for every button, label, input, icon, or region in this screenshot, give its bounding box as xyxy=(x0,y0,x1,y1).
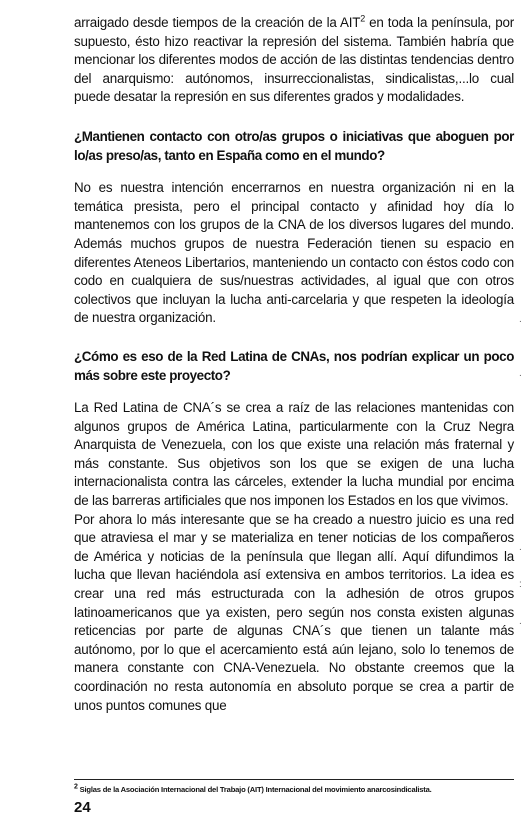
paragraph-intro-start: arraigado desde tiempos de la creación de la AIT xyxy=(74,15,361,30)
margin-speck: : xyxy=(519,579,522,590)
footnote xyxy=(74,785,514,795)
answer-contacts: No es nuestra intención encerrarnos en nuestra organización ni en la temática presista, pero el principal contacto y afinidad hoy día lo mantenemos con los grupos de la CNA de los diversos lugares del mundo. Además muchos grupos de nuestra Federación tienen su espacio en diferentes Ateneos Libertarios, manteniendo un contacto con éstos codo con codo en cualquiera de sus/nuestras actividades, al igual que con otros colectivos que incluyan la lucha anti-carcelaria y que respeten la ideología de nuestra organización. xyxy=(74,180,514,326)
main-text xyxy=(74,14,514,715)
paragraph-intro xyxy=(74,14,514,107)
page-number: 24 xyxy=(74,799,91,816)
margin-speck: . xyxy=(519,616,522,627)
margin-speck: . xyxy=(519,368,522,379)
question-red-latina: ¿Cómo es eso de la Red Latina de CNAs, nos podrían explicar un poco más sobre este proyecto? xyxy=(74,348,514,383)
margin-speck: . xyxy=(519,314,522,325)
footnote-number: 2 xyxy=(74,783,78,791)
paragraph-intro-rest: en toda la península, por supuesto, ésto hizo reactivar la represión del sistema. También habría que mencionar los diferentes modos de acción de las distintas tendencias dentro del anarquismo: autónomos, insurreccionalistas, sindicalistas,...lo cual puede desatar la represión en sus diferentes grados y modalidades. xyxy=(74,15,514,105)
footnote-separator xyxy=(74,779,514,780)
answer-red-latina-continued: Por ahora lo más interesante que se ha creado a nuestro juicio es una red que atraviesa el mar y se materializa en tener noticias de los compañeros de América y noticias de la península que llegan allí. Aquí difundimos la lucha que llevan haciéndola así extensiva en ambos territorios. La idea es crear una red más estructurada con la adhesión de otros grupos latinoamericanos que ya existen, pero según nos consta existen algunas reticencias por parte de algunas CNA´s que tienen un talante más autónomo, por lo que el acercamiento está aún lejano, solo lo tenemos de manera constante con CNA-Venezuela. No obstante creemos que la coordinación no resta autonomía en absoluto porque se crea a partir de unos puntos comunes que xyxy=(74,511,514,713)
footnote-text: Siglas de la Asociación Internacional del Trabajo (AIT) Internacional del movimiento anarcosindicalista. xyxy=(77,785,432,794)
footnote-reference: 2 xyxy=(360,13,366,24)
margin-speck: . xyxy=(519,542,522,553)
answer-red-latina: La Red Latina de CNA´s se crea a raíz de las relaciones mantenidas con algunos grupos de América Latina, particularmente con la Cruz Negra Anarquista de Venezuela, con los que existe una relación más fraternal y más constante. Sus objetivos son los que se exigen de una lucha internacionalista contra las cárceles, extender la lucha mundial por encima de las barreras artificiales que nos imponen los Estados en los que vivimos. xyxy=(74,400,514,509)
question-contacts: ¿Mantienen contacto con otro/as grupos o iniciativas que aboguen por lo/as preso/as, tanto en España como en el mundo? xyxy=(74,128,514,163)
